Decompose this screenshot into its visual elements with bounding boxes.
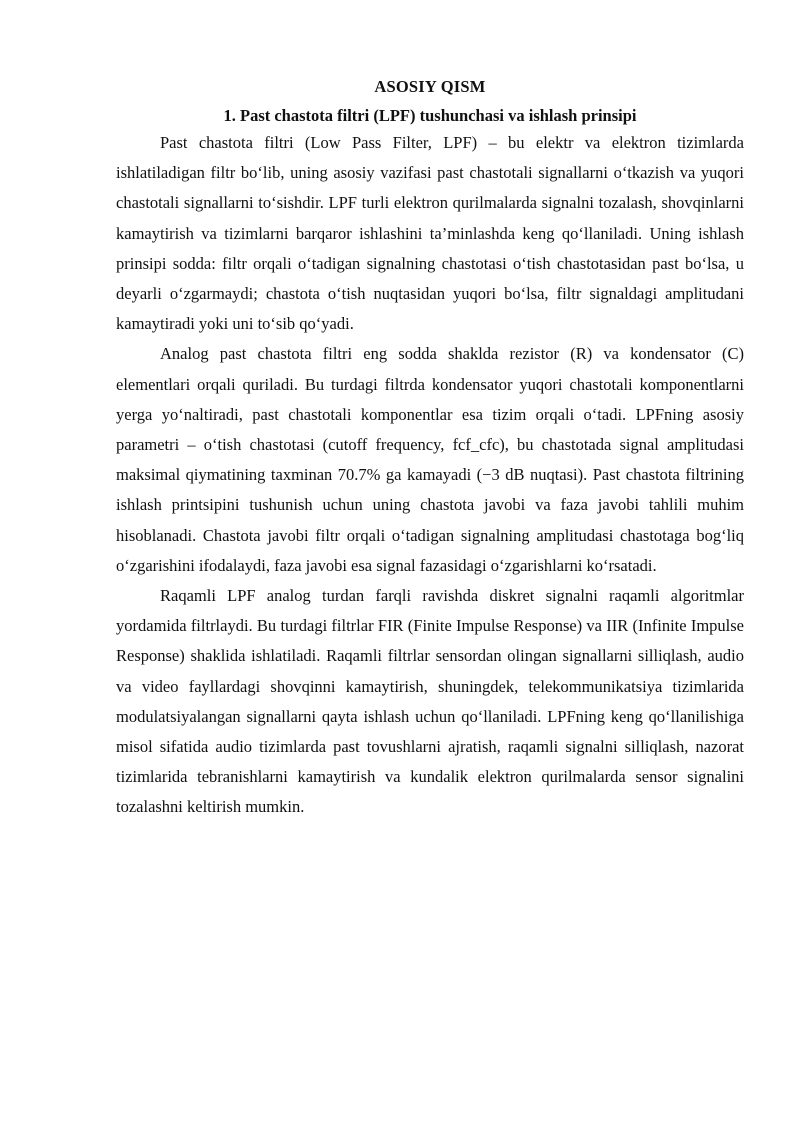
document-body	[116, 74, 744, 823]
paragraph-1: Past chastota filtri (Low Pass Filter, LPF) – bu elektr va elektron tizimlarda ishlatiladigan filtr bo‘lib, uning asosiy vazifasi past chastotali signallarni o‘tkazish va yuqori chastotali signallarni to‘sishdir. LPF turli elektron qurilmalarda signalni tozalash, shovqinlarni kamaytirish va tizimlarni barqaror ishlashini ta’minlashda keng qo‘llaniladi. Uning ishlash prinsipi sodda: filtr orqali o‘tadigan signalning chastotasi o‘tish chastotasidan past bo‘lsa, u deyarli o‘zgarmaydi; chastota o‘tish nuqtasidan yuqori bo‘lsa, filtr signaldagi amplitudani kamaytiradi yoki uni to‘sib qo‘yadi.	[116, 133, 744, 334]
page-heading: ASOSIY QISM	[374, 77, 486, 96]
section-title: 1. Past chastota filtri (LPF) tushunchasi va ishlash prinsipi	[223, 106, 637, 125]
paragraph-2: Analog past chastota filtri eng sodda shaklda rezistor (R) va kondensator (C) elementlari orqali quriladi. Bu turdagi filtrda kondensator yuqori chastotali komponentlarni yerga yo‘naltiradi, past chastotali komponentlar esa tizim orqali o‘tadi. LPFning asosiy parametri – o‘tish chastotasi (cutoff frequency, fcf_cfc), bu chastotada signal amplitudasi maksimal qiymatining taxminan 70.7% ga kamayadi (−3 dB nuqtasi). Past chastota filtrining ishlash printsipini tushunish uchun uning chastota javobi va faza javobi tahlili muhim hisoblanadi. Chastota javobi filtr orqali o‘tadigan signalning amplitudasi chastotaga bog‘liq o‘zgarishini ifodalaydi, faza javobi esa signal fazasidagi o‘zgarishlarni ko‘rsatadi.	[116, 344, 744, 575]
paragraph-3: Raqamli LPF analog turdan farqli ravishda diskret signalni raqamli algoritmlar yordamida filtrlaydi. Bu turdagi filtrlar FIR (Finite Impulse Response) va IIR (Infinite Impulse Response) shaklida ishlatiladi. Raqamli filtrlar sensordan olingan signallarni silliqlash, audio va video fayllardagi shovqinni kamaytirish, shuningdek, telekommunikatsiya tizimlarida modulatsiyalangan signallarni qayta ishlash uchun qo‘llaniladi. LPFning keng qo‘llanilishiga misol sifatida audio tizimlarda past tovushlarni ajratish, raqamli signalni silliqlash, nazorat tizimlarida tebranishlarni kamaytirish va kundalik elektron qurilmalarda sensor signalini tozalashni keltirish mumkin.	[116, 586, 744, 817]
